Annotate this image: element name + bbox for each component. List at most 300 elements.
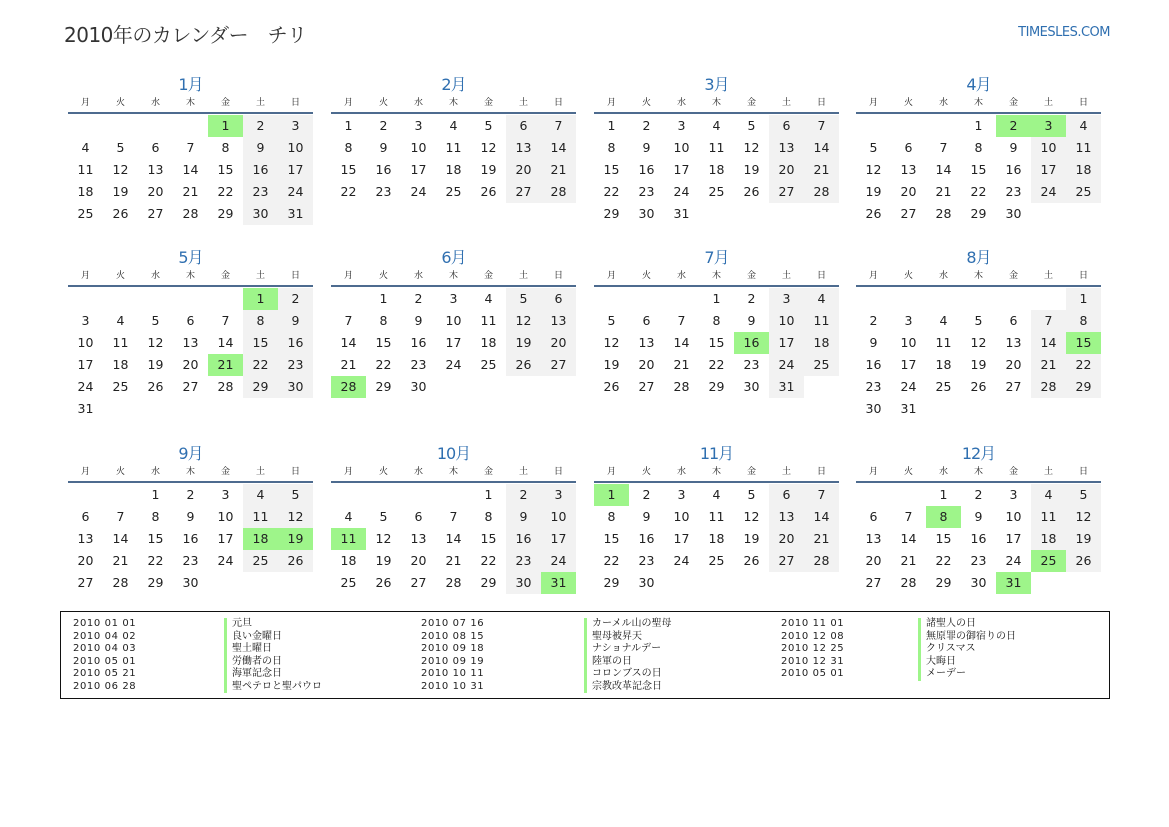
day-cell[interactable]: 29	[603, 575, 620, 590]
day-cell[interactable]: 14	[804, 506, 839, 528]
day-cell[interactable]: 23	[1005, 184, 1022, 199]
day-cell[interactable]: 4	[712, 118, 721, 133]
day-cell[interactable]: 14	[541, 137, 576, 159]
day-cell[interactable]: 30	[638, 575, 655, 590]
day-cell[interactable]: 10	[445, 313, 462, 328]
day-cell[interactable]: 10	[77, 335, 94, 350]
day-cell[interactable]: 15	[603, 162, 620, 177]
day-cell[interactable]: 27	[77, 575, 94, 590]
day-cell[interactable]: 6	[769, 484, 804, 506]
day-cell[interactable]: 15	[217, 162, 234, 177]
day-cell[interactable]: 29	[243, 376, 278, 398]
day-cell[interactable]: 19	[1066, 528, 1101, 550]
day-cell[interactable]: 3	[541, 484, 576, 506]
day-cell[interactable]: 26	[1066, 550, 1101, 572]
day-cell[interactable]: 26	[603, 379, 620, 394]
day-cell[interactable]: 5	[151, 313, 160, 328]
day-cell[interactable]: 6	[186, 313, 195, 328]
day-cell[interactable]: 6	[541, 288, 576, 310]
day-cell[interactable]: 27	[769, 181, 804, 203]
holiday-day-cell[interactable]: 18	[243, 528, 278, 550]
day-cell[interactable]: 9	[379, 140, 388, 155]
day-cell[interactable]: 7	[116, 509, 125, 524]
day-cell[interactable]: 19	[506, 332, 541, 354]
day-cell[interactable]: 2	[379, 118, 388, 133]
day-cell[interactable]: 13	[638, 335, 655, 350]
day-cell[interactable]: 30	[743, 379, 760, 394]
day-cell[interactable]: 23	[243, 181, 278, 203]
day-cell[interactable]: 7	[541, 115, 576, 137]
day-cell[interactable]: 26	[147, 379, 164, 394]
day-cell[interactable]: 5	[116, 140, 125, 155]
day-cell[interactable]: 8	[379, 313, 388, 328]
day-cell[interactable]: 9	[642, 509, 651, 524]
day-cell[interactable]: 1	[974, 118, 983, 133]
day-cell[interactable]: 30	[970, 575, 987, 590]
day-cell[interactable]: 30	[243, 203, 278, 225]
day-cell[interactable]: 8	[607, 140, 616, 155]
day-cell[interactable]: 31	[278, 203, 313, 225]
holiday-day-cell[interactable]: 25	[1031, 550, 1066, 572]
day-cell[interactable]: 23	[375, 184, 392, 199]
day-cell[interactable]: 8	[151, 509, 160, 524]
day-cell[interactable]: 17	[217, 531, 234, 546]
day-cell[interactable]: 11	[445, 140, 462, 155]
day-cell[interactable]: 9	[974, 509, 983, 524]
day-cell[interactable]: 19	[147, 357, 164, 372]
day-cell[interactable]: 29	[708, 379, 725, 394]
day-cell[interactable]: 18	[708, 531, 725, 546]
day-cell[interactable]: 14	[182, 162, 199, 177]
day-cell[interactable]: 14	[112, 531, 129, 546]
day-cell[interactable]: 4	[712, 487, 721, 502]
day-cell[interactable]: 23	[410, 357, 427, 372]
day-cell[interactable]: 19	[865, 184, 882, 199]
day-cell[interactable]: 25	[77, 206, 94, 221]
day-cell[interactable]: 27	[541, 354, 576, 376]
day-cell[interactable]: 25	[935, 379, 952, 394]
day-cell[interactable]: 21	[673, 357, 690, 372]
day-cell[interactable]: 10	[1031, 137, 1066, 159]
day-cell[interactable]: 20	[1005, 357, 1022, 372]
day-cell[interactable]: 11	[112, 335, 129, 350]
day-cell[interactable]: 16	[182, 531, 199, 546]
day-cell[interactable]: 26	[743, 553, 760, 568]
day-cell[interactable]: 25	[1066, 181, 1101, 203]
day-cell[interactable]: 19	[112, 184, 129, 199]
day-cell[interactable]: 31	[673, 206, 690, 221]
day-cell[interactable]: 8	[1066, 310, 1101, 332]
day-cell[interactable]: 15	[970, 162, 987, 177]
day-cell[interactable]: 5	[506, 288, 541, 310]
day-cell[interactable]: 22	[147, 553, 164, 568]
day-cell[interactable]: 21	[1031, 354, 1066, 376]
holiday-day-cell[interactable]: 19	[278, 528, 313, 550]
day-cell[interactable]: 24	[445, 357, 462, 372]
day-cell[interactable]: 11	[1031, 506, 1066, 528]
day-cell[interactable]: 28	[935, 206, 952, 221]
day-cell[interactable]: 7	[449, 509, 458, 524]
day-cell[interactable]: 2	[747, 291, 756, 306]
day-cell[interactable]: 31	[77, 401, 94, 416]
day-cell[interactable]: 5	[278, 484, 313, 506]
day-cell[interactable]: 17	[673, 162, 690, 177]
day-cell[interactable]: 13	[769, 506, 804, 528]
day-cell[interactable]: 3	[81, 313, 90, 328]
day-cell[interactable]: 29	[970, 206, 987, 221]
day-cell[interactable]: 10	[278, 137, 313, 159]
holiday-day-cell[interactable]: 8	[926, 506, 961, 528]
day-cell[interactable]: 17	[673, 531, 690, 546]
day-cell[interactable]: 19	[480, 162, 497, 177]
day-cell[interactable]: 16	[410, 335, 427, 350]
day-cell[interactable]: 16	[638, 162, 655, 177]
day-cell[interactable]: 19	[603, 357, 620, 372]
day-cell[interactable]: 27	[769, 550, 804, 572]
day-cell[interactable]: 16	[506, 528, 541, 550]
day-cell[interactable]: 18	[1066, 159, 1101, 181]
day-cell[interactable]: 11	[480, 313, 497, 328]
day-cell[interactable]: 15	[708, 335, 725, 350]
holiday-day-cell[interactable]: 15	[1066, 332, 1101, 354]
day-cell[interactable]: 12	[603, 335, 620, 350]
day-cell[interactable]: 17	[900, 357, 917, 372]
day-cell[interactable]: 6	[506, 115, 541, 137]
day-cell[interactable]: 28	[445, 575, 462, 590]
day-cell[interactable]: 19	[743, 162, 760, 177]
day-cell[interactable]: 23	[970, 553, 987, 568]
day-cell[interactable]: 24	[1005, 553, 1022, 568]
day-cell[interactable]: 18	[445, 162, 462, 177]
day-cell[interactable]: 8	[484, 509, 493, 524]
day-cell[interactable]: 15	[340, 162, 357, 177]
day-cell[interactable]: 11	[1066, 137, 1101, 159]
day-cell[interactable]: 24	[278, 181, 313, 203]
day-cell[interactable]: 9	[278, 310, 313, 332]
day-cell[interactable]: 29	[375, 379, 392, 394]
day-cell[interactable]: 15	[935, 531, 952, 546]
day-cell[interactable]: 31	[769, 376, 804, 398]
day-cell[interactable]: 10	[673, 509, 690, 524]
day-cell[interactable]: 13	[900, 162, 917, 177]
day-cell[interactable]: 25	[243, 550, 278, 572]
day-cell[interactable]: 1	[344, 118, 353, 133]
day-cell[interactable]: 22	[935, 553, 952, 568]
day-cell[interactable]: 23	[865, 379, 882, 394]
day-cell[interactable]: 10	[217, 509, 234, 524]
day-cell[interactable]: 2	[642, 487, 651, 502]
day-cell[interactable]: 1	[939, 487, 948, 502]
day-cell[interactable]: 9	[747, 313, 756, 328]
holiday-day-cell[interactable]: 3	[1031, 115, 1066, 137]
day-cell[interactable]: 11	[243, 506, 278, 528]
day-cell[interactable]: 11	[77, 162, 94, 177]
day-cell[interactable]: 25	[445, 184, 462, 199]
day-cell[interactable]: 11	[708, 509, 725, 524]
day-cell[interactable]: 25	[804, 354, 839, 376]
holiday-day-cell[interactable]: 28	[331, 376, 366, 398]
day-cell[interactable]: 19	[375, 553, 392, 568]
day-cell[interactable]: 28	[112, 575, 129, 590]
holiday-day-cell[interactable]: 16	[734, 332, 769, 354]
day-cell[interactable]: 27	[506, 181, 541, 203]
day-cell[interactable]: 4	[484, 291, 493, 306]
day-cell[interactable]: 9	[869, 335, 878, 350]
day-cell[interactable]: 2	[414, 291, 423, 306]
day-cell[interactable]: 8	[712, 313, 721, 328]
day-cell[interactable]: 9	[243, 137, 278, 159]
day-cell[interactable]: 12	[112, 162, 129, 177]
day-cell[interactable]: 16	[865, 357, 882, 372]
day-cell[interactable]: 27	[147, 206, 164, 221]
day-cell[interactable]: 4	[116, 313, 125, 328]
day-cell[interactable]: 10	[673, 140, 690, 155]
day-cell[interactable]: 10	[1005, 509, 1022, 524]
day-cell[interactable]: 5	[484, 118, 493, 133]
day-cell[interactable]: 13	[769, 137, 804, 159]
day-cell[interactable]: 14	[935, 162, 952, 177]
day-cell[interactable]: 3	[221, 487, 230, 502]
day-cell[interactable]: 17	[1031, 159, 1066, 181]
day-cell[interactable]: 16	[243, 159, 278, 181]
day-cell[interactable]: 8	[243, 310, 278, 332]
day-cell[interactable]: 2	[974, 487, 983, 502]
day-cell[interactable]: 30	[506, 572, 541, 594]
day-cell[interactable]: 20	[900, 184, 917, 199]
day-cell[interactable]: 2	[506, 484, 541, 506]
day-cell[interactable]: 23	[506, 550, 541, 572]
day-cell[interactable]: 7	[677, 313, 686, 328]
day-cell[interactable]: 6	[869, 509, 878, 524]
day-cell[interactable]: 21	[112, 553, 129, 568]
day-cell[interactable]: 18	[804, 332, 839, 354]
day-cell[interactable]: 30	[278, 376, 313, 398]
day-cell[interactable]: 17	[1005, 531, 1022, 546]
day-cell[interactable]: 27	[900, 206, 917, 221]
day-cell[interactable]: 23	[638, 184, 655, 199]
day-cell[interactable]: 30	[1005, 206, 1022, 221]
day-cell[interactable]: 4	[449, 118, 458, 133]
site-logo[interactable]: TIMESLES.COM	[1018, 25, 1110, 40]
day-cell[interactable]: 4	[344, 509, 353, 524]
day-cell[interactable]: 24	[217, 553, 234, 568]
holiday-day-cell[interactable]: 1	[208, 115, 243, 137]
holiday-day-cell[interactable]: 31	[541, 572, 576, 594]
day-cell[interactable]: 13	[147, 162, 164, 177]
day-cell[interactable]: 11	[935, 335, 952, 350]
day-cell[interactable]: 10	[541, 506, 576, 528]
day-cell[interactable]: 2	[186, 487, 195, 502]
day-cell[interactable]: 12	[480, 140, 497, 155]
day-cell[interactable]: 20	[769, 528, 804, 550]
day-cell[interactable]: 20	[506, 159, 541, 181]
day-cell[interactable]: 7	[939, 140, 948, 155]
day-cell[interactable]: 21	[935, 184, 952, 199]
day-cell[interactable]: 7	[186, 140, 195, 155]
day-cell[interactable]: 24	[541, 550, 576, 572]
day-cell[interactable]: 16	[375, 162, 392, 177]
day-cell[interactable]: 12	[743, 140, 760, 155]
day-cell[interactable]: 12	[970, 335, 987, 350]
day-cell[interactable]: 3	[278, 115, 313, 137]
day-cell[interactable]: 19	[743, 531, 760, 546]
day-cell[interactable]: 7	[804, 484, 839, 506]
day-cell[interactable]: 11	[804, 310, 839, 332]
day-cell[interactable]: 16	[1005, 162, 1022, 177]
day-cell[interactable]: 21	[804, 528, 839, 550]
day-cell[interactable]: 3	[449, 291, 458, 306]
day-cell[interactable]: 10	[769, 310, 804, 332]
day-cell[interactable]: 8	[974, 140, 983, 155]
day-cell[interactable]: 15	[375, 335, 392, 350]
day-cell[interactable]: 19	[970, 357, 987, 372]
day-cell[interactable]: 23	[638, 553, 655, 568]
day-cell[interactable]: 4	[1031, 484, 1066, 506]
day-cell[interactable]: 6	[151, 140, 160, 155]
day-cell[interactable]: 5	[747, 118, 756, 133]
day-cell[interactable]: 3	[677, 487, 686, 502]
day-cell[interactable]: 17	[77, 357, 94, 372]
day-cell[interactable]: 8	[221, 140, 230, 155]
day-cell[interactable]: 10	[410, 140, 427, 155]
day-cell[interactable]: 5	[607, 313, 616, 328]
day-cell[interactable]: 14	[900, 531, 917, 546]
day-cell[interactable]: 25	[480, 357, 497, 372]
day-cell[interactable]: 29	[603, 206, 620, 221]
day-cell[interactable]: 4	[243, 484, 278, 506]
day-cell[interactable]: 29	[480, 575, 497, 590]
day-cell[interactable]: 28	[900, 575, 917, 590]
day-cell[interactable]: 14	[673, 335, 690, 350]
day-cell[interactable]: 6	[1009, 313, 1018, 328]
day-cell[interactable]: 26	[506, 354, 541, 376]
day-cell[interactable]: 26	[480, 184, 497, 199]
day-cell[interactable]: 24	[900, 379, 917, 394]
day-cell[interactable]: 1	[607, 118, 616, 133]
day-cell[interactable]: 6	[904, 140, 913, 155]
day-cell[interactable]: 12	[865, 162, 882, 177]
day-cell[interactable]: 4	[1066, 115, 1101, 137]
day-cell[interactable]: 1	[484, 487, 493, 502]
day-cell[interactable]: 16	[278, 332, 313, 354]
holiday-day-cell[interactable]: 1	[594, 484, 629, 506]
day-cell[interactable]: 5	[747, 487, 756, 502]
day-cell[interactable]: 13	[1005, 335, 1022, 350]
day-cell[interactable]: 29	[217, 206, 234, 221]
day-cell[interactable]: 21	[804, 159, 839, 181]
day-cell[interactable]: 28	[217, 379, 234, 394]
day-cell[interactable]: 2	[243, 115, 278, 137]
day-cell[interactable]: 28	[673, 379, 690, 394]
day-cell[interactable]: 16	[970, 531, 987, 546]
day-cell[interactable]: 22	[970, 184, 987, 199]
day-cell[interactable]: 4	[804, 288, 839, 310]
day-cell[interactable]: 27	[182, 379, 199, 394]
day-cell[interactable]: 30	[182, 575, 199, 590]
day-cell[interactable]: 13	[410, 531, 427, 546]
day-cell[interactable]: 15	[243, 332, 278, 354]
day-cell[interactable]: 29	[147, 575, 164, 590]
day-cell[interactable]: 20	[182, 357, 199, 372]
day-cell[interactable]: 23	[182, 553, 199, 568]
day-cell[interactable]: 26	[865, 206, 882, 221]
day-cell[interactable]: 5	[379, 509, 388, 524]
holiday-day-cell[interactable]: 1	[243, 288, 278, 310]
day-cell[interactable]: 18	[480, 335, 497, 350]
day-cell[interactable]: 22	[603, 184, 620, 199]
day-cell[interactable]: 14	[804, 137, 839, 159]
day-cell[interactable]: 20	[865, 553, 882, 568]
day-cell[interactable]: 20	[410, 553, 427, 568]
day-cell[interactable]: 15	[480, 531, 497, 546]
day-cell[interactable]: 14	[340, 335, 357, 350]
day-cell[interactable]: 1	[1066, 288, 1101, 310]
day-cell[interactable]: 18	[1031, 528, 1066, 550]
day-cell[interactable]: 23	[743, 357, 760, 372]
day-cell[interactable]: 25	[340, 575, 357, 590]
day-cell[interactable]: 20	[769, 159, 804, 181]
day-cell[interactable]: 25	[708, 553, 725, 568]
day-cell[interactable]: 25	[708, 184, 725, 199]
day-cell[interactable]: 18	[77, 184, 94, 199]
day-cell[interactable]: 12	[278, 506, 313, 528]
day-cell[interactable]: 15	[603, 531, 620, 546]
day-cell[interactable]: 3	[769, 288, 804, 310]
day-cell[interactable]: 12	[147, 335, 164, 350]
day-cell[interactable]: 7	[1031, 310, 1066, 332]
day-cell[interactable]: 20	[541, 332, 576, 354]
day-cell[interactable]: 28	[541, 181, 576, 203]
day-cell[interactable]: 24	[769, 354, 804, 376]
day-cell[interactable]: 1	[379, 291, 388, 306]
day-cell[interactable]: 7	[904, 509, 913, 524]
day-cell[interactable]: 22	[340, 184, 357, 199]
day-cell[interactable]: 3	[677, 118, 686, 133]
day-cell[interactable]: 10	[900, 335, 917, 350]
day-cell[interactable]: 27	[865, 575, 882, 590]
day-cell[interactable]: 28	[182, 206, 199, 221]
day-cell[interactable]: 13	[506, 137, 541, 159]
day-cell[interactable]: 28	[804, 181, 839, 203]
day-cell[interactable]: 4	[939, 313, 948, 328]
day-cell[interactable]: 3	[904, 313, 913, 328]
day-cell[interactable]: 6	[769, 115, 804, 137]
day-cell[interactable]: 13	[865, 531, 882, 546]
day-cell[interactable]: 26	[278, 550, 313, 572]
day-cell[interactable]: 22	[708, 357, 725, 372]
day-cell[interactable]: 20	[77, 553, 94, 568]
day-cell[interactable]: 14	[217, 335, 234, 350]
day-cell[interactable]: 27	[1005, 379, 1022, 394]
day-cell[interactable]: 17	[278, 159, 313, 181]
day-cell[interactable]: 24	[673, 553, 690, 568]
day-cell[interactable]: 9	[506, 506, 541, 528]
day-cell[interactable]: 9	[414, 313, 423, 328]
day-cell[interactable]: 1	[712, 291, 721, 306]
day-cell[interactable]: 11	[708, 140, 725, 155]
day-cell[interactable]: 30	[638, 206, 655, 221]
day-cell[interactable]: 5	[1066, 484, 1101, 506]
day-cell[interactable]: 20	[147, 184, 164, 199]
day-cell[interactable]: 17	[541, 528, 576, 550]
day-cell[interactable]: 22	[217, 184, 234, 199]
day-cell[interactable]: 15	[147, 531, 164, 546]
day-cell[interactable]: 6	[642, 313, 651, 328]
day-cell[interactable]: 17	[445, 335, 462, 350]
day-cell[interactable]: 13	[77, 531, 94, 546]
day-cell[interactable]: 1	[151, 487, 160, 502]
day-cell[interactable]: 9	[1009, 140, 1018, 155]
